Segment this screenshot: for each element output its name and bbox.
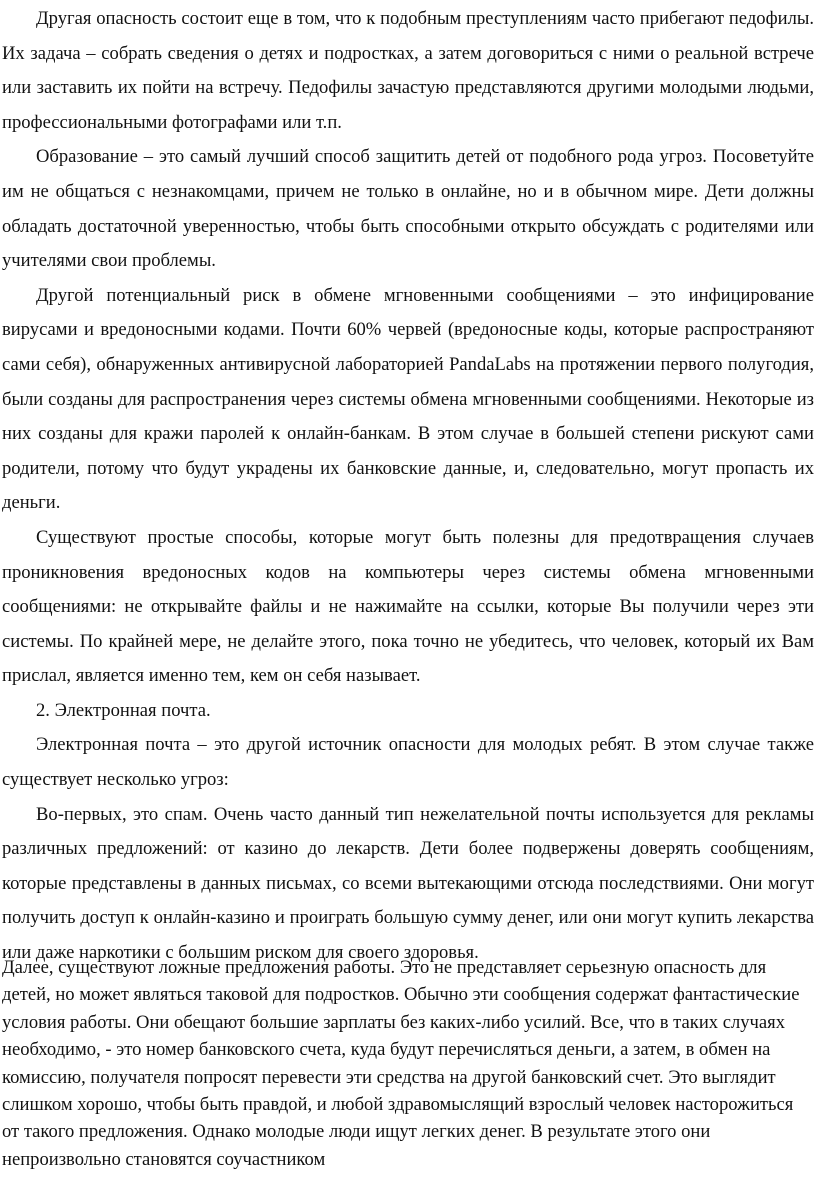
- paragraph-prevention: Существуют простые способы, которые могут быть полезны для предотвращения случаев проникновения вредоносных кодов на компьютеры через системы обмена мгновенными сообщениями: не открывайте файлы и не нажимайте на ссылки, которые Вы получили через эти системы. По крайней мере, не делайте этого, пока точно не убедитесь, что человек, который их Вам прислал, является именно тем, кем он себя называет.: [2, 526, 814, 687]
- paragraph-pedophiles: Другая опасность состоит еще в том, что к подобным преступлениям часто прибегают педофилы. Их задача – собрать сведения о детях и подростках, а затем договориться с ними о реальной встрече или заставить их пойти на встречу. Педофилы зачастую представляются другими молодыми людьми, профессиональными фотографами или т.п.: [2, 8, 814, 133]
- paragraph-viruses: Другой потенциальный риск в обмене мгновенными сообщениями – это инфицирование вирусами и вредоносными кодами. Почти 60% червей (вредоносные коды, которые распространяют сами себя), обнаруженных антивирусной лабораторией PandaLabs на протяжении первого полугодия, были созданы для распространения через системы обмена мгновенными сообщениями. Некоторые из них созданы для кражи паролей к онлайн-банкам. В этом случае в большей степени рискуют сами родители, потому что будут украдены их банковские данные, и, следовательно, могут пропасть их деньги.: [2, 284, 814, 514]
- paragraph-spam: Во-первых, это спам. Очень часто данный тип нежелательной почты используется для рекламы различных предложений: от казино до лекарств. Дети более подвержены доверять сообщениям, которые представлены в данных письмах, со всеми вытекающими отсюда последствиями. Они могут получить доступ к онлайн-казино и проиграть большую сумму денег, или они могут купить лекарства или даже наркотики с большим риском для своего здоровья.: [2, 803, 814, 964]
- tail-text-block: [2, 954, 814, 1173]
- section-heading-email: 2. Электронная почта.: [36, 699, 211, 721]
- paragraph-email-intro: Электронная почта – это другой источник опасности для молодых ребят. В этом случае также существует несколько угроз:: [2, 734, 814, 791]
- main-text-block: [2, 2, 814, 971]
- paragraph-education: Образование – это самый лучший способ защитить детей от подобного рода угроз. Посоветуйте им не общаться с незнакомцами, причем не только в онлайне, но и в обычном мире. Дети должны обладать достаточной уверенностью, чтобы быть способными открыто обсуждать с родителями или учителями свои проблемы.: [2, 146, 814, 272]
- paragraph-job-offers: Далее, существуют ложные предложения работы. Это не представляет серьезную опасность для детей, но может являться таковой для подростков. Обычно эти сообщения содержат фантастические условия работы. Они обещают большие зарплаты без каких-либо усилий. Все, что в таких случаях необходимо, - это номер банковского счета, куда будут перечисляться деньги, а затем, в обмен на комиссию, получателя попросят перевести эти средства на другой банковский счет. Это выглядит слишком хорошо, чтобы быть правдой, и любой здравомыслящий взрослый человек насторожиться от такого предложения. Однако молодые люди ищут легких денег. В результате этого они непроизвольно становятся соучастником: [2, 957, 800, 1170]
